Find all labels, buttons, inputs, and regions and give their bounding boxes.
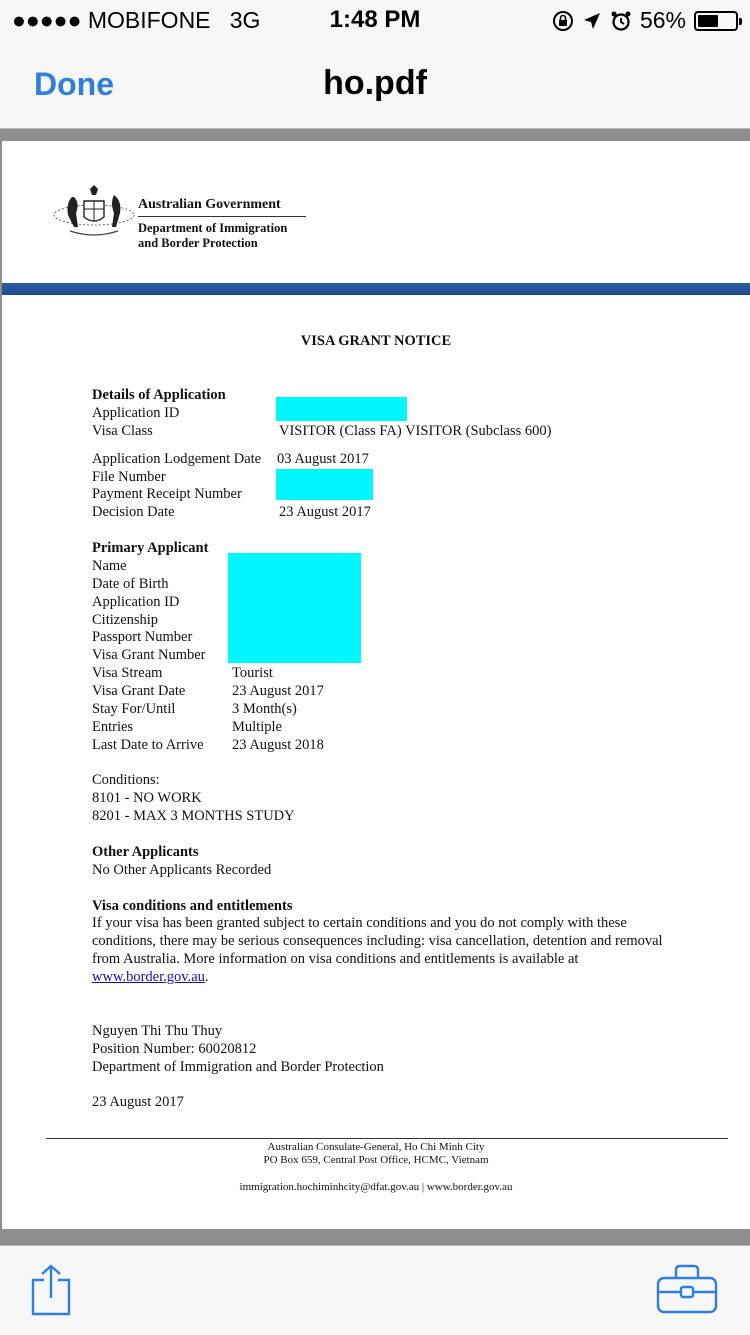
conditions-heading: Conditions:: [92, 772, 160, 788]
value-stay: 3 Month(s): [232, 701, 297, 717]
document-title: ho.pdf: [323, 64, 427, 102]
toolbox-icon[interactable]: [656, 1264, 718, 1314]
notice-title: VISA GRANT NOTICE: [300, 333, 452, 349]
dept-line-1: Department of Immigration: [138, 221, 288, 235]
footer-line-1: Australian Consulate-General, Ho Chi Minh City: [267, 1141, 485, 1153]
battery-icon: [694, 11, 738, 31]
other-text: No Other Applicants Recorded: [92, 862, 272, 878]
label-citizenship: Citizenship: [92, 612, 159, 628]
value-decision-date: 23 August 2017: [279, 504, 371, 520]
pdf-viewer[interactable]: [0, 129, 750, 1245]
redaction-box: [228, 553, 361, 663]
value-last-date: 23 August 2018: [232, 737, 324, 753]
border-link[interactable]: www.border.gov.au: [92, 969, 205, 985]
condition-item: 8201 - MAX 3 MONTHS STUDY: [92, 808, 295, 824]
label-grant-date: Visa Grant Date: [92, 683, 186, 699]
label-file-number: File Number: [92, 469, 166, 485]
coat-of-arms-logo: [52, 183, 136, 243]
navigation-bar: [0, 40, 750, 129]
carrier-signal: ●●●●● MOBIFONE 3G: [12, 7, 261, 33]
value-visa-class: VISITOR (Class FA) VISITOR (Subclass 600): [279, 423, 552, 439]
share-icon[interactable]: [30, 1264, 72, 1316]
label-application-id: Application ID: [92, 405, 180, 421]
label-payment-receipt: Payment Receipt Number: [92, 486, 242, 502]
primary-heading: Primary Applicant: [92, 540, 209, 556]
entitlements-paragraph: [92, 914, 682, 986]
gov-name: Australian Government: [138, 197, 281, 212]
label-passport: Passport Number: [92, 629, 193, 645]
value-entries: Multiple: [232, 719, 282, 735]
status-bar: [0, 0, 750, 40]
label-decision-date: Decision Date: [92, 504, 175, 520]
label-entries: Entries: [92, 719, 134, 735]
label-dob: Date of Birth: [92, 576, 169, 592]
entitlements-period: .: [204, 969, 209, 985]
condition-item: 8101 - NO WORK: [92, 790, 202, 806]
dept-line-2: and Border Protection: [138, 236, 258, 250]
footer-rule: [46, 1138, 728, 1139]
battery-fill: [698, 15, 718, 27]
label-name: Name: [92, 558, 127, 574]
footer-line-3: immigration.hochiminhcity@dfat.gov.au | www.border.gov.au: [239, 1181, 513, 1193]
signatory-dept: Department of Immigration and Border Protection: [92, 1059, 384, 1075]
label-visa-class: Visa Class: [92, 423, 153, 439]
status-right: [552, 7, 738, 34]
label-stay: Stay For/Until: [92, 701, 176, 717]
header-band: [2, 283, 750, 295]
header-rule: [138, 216, 306, 217]
signature-date: 23 August 2017: [92, 1094, 184, 1110]
application-heading: Details of Application: [92, 387, 226, 403]
clock: 1:48 PM: [329, 6, 421, 33]
location-arrow-icon: [582, 11, 602, 31]
entitlements-text: If your visa has been granted subject to certain conditions and you do not comply with these conditions, there may be serious consequences including: visa cancellation, detention and removal from Australia. More information on visa conditions and entitlements is available at: [92, 915, 663, 967]
entitlements-heading: Visa conditions and entitlements: [92, 898, 293, 914]
label-visa-stream: Visa Stream: [92, 665, 163, 681]
footer-line-2: PO Box 659, Central Post Office, HCMC, Vietnam: [263, 1154, 489, 1166]
network-type: 3G: [229, 7, 261, 33]
pdf-page[interactable]: [2, 141, 750, 1229]
battery-percent: 56%: [639, 7, 686, 33]
value-visa-stream: Tourist: [232, 665, 273, 681]
alarm-icon: [610, 10, 632, 32]
other-heading: Other Applicants: [92, 844, 199, 860]
value-lodgement-date: 03 August 2017: [277, 451, 369, 467]
label-lodgement-date: Application Lodgement Date: [92, 451, 262, 467]
bottom-toolbar: [0, 1245, 750, 1335]
rotation-lock-icon: [552, 10, 574, 32]
signatory-name: Nguyen Thi Thu Thuy: [92, 1023, 223, 1039]
label-last-date: Last Date to Arrive: [92, 737, 204, 753]
done-button[interactable]: Done: [34, 66, 114, 102]
redaction-box: [276, 469, 373, 500]
label-primary-application-id: Application ID: [92, 594, 180, 610]
value-grant-date: 23 August 2017: [232, 683, 324, 699]
position-number: Position Number: 60020812: [92, 1041, 257, 1057]
label-grant-number: Visa Grant Number: [92, 647, 206, 663]
redaction-box: [276, 397, 407, 421]
